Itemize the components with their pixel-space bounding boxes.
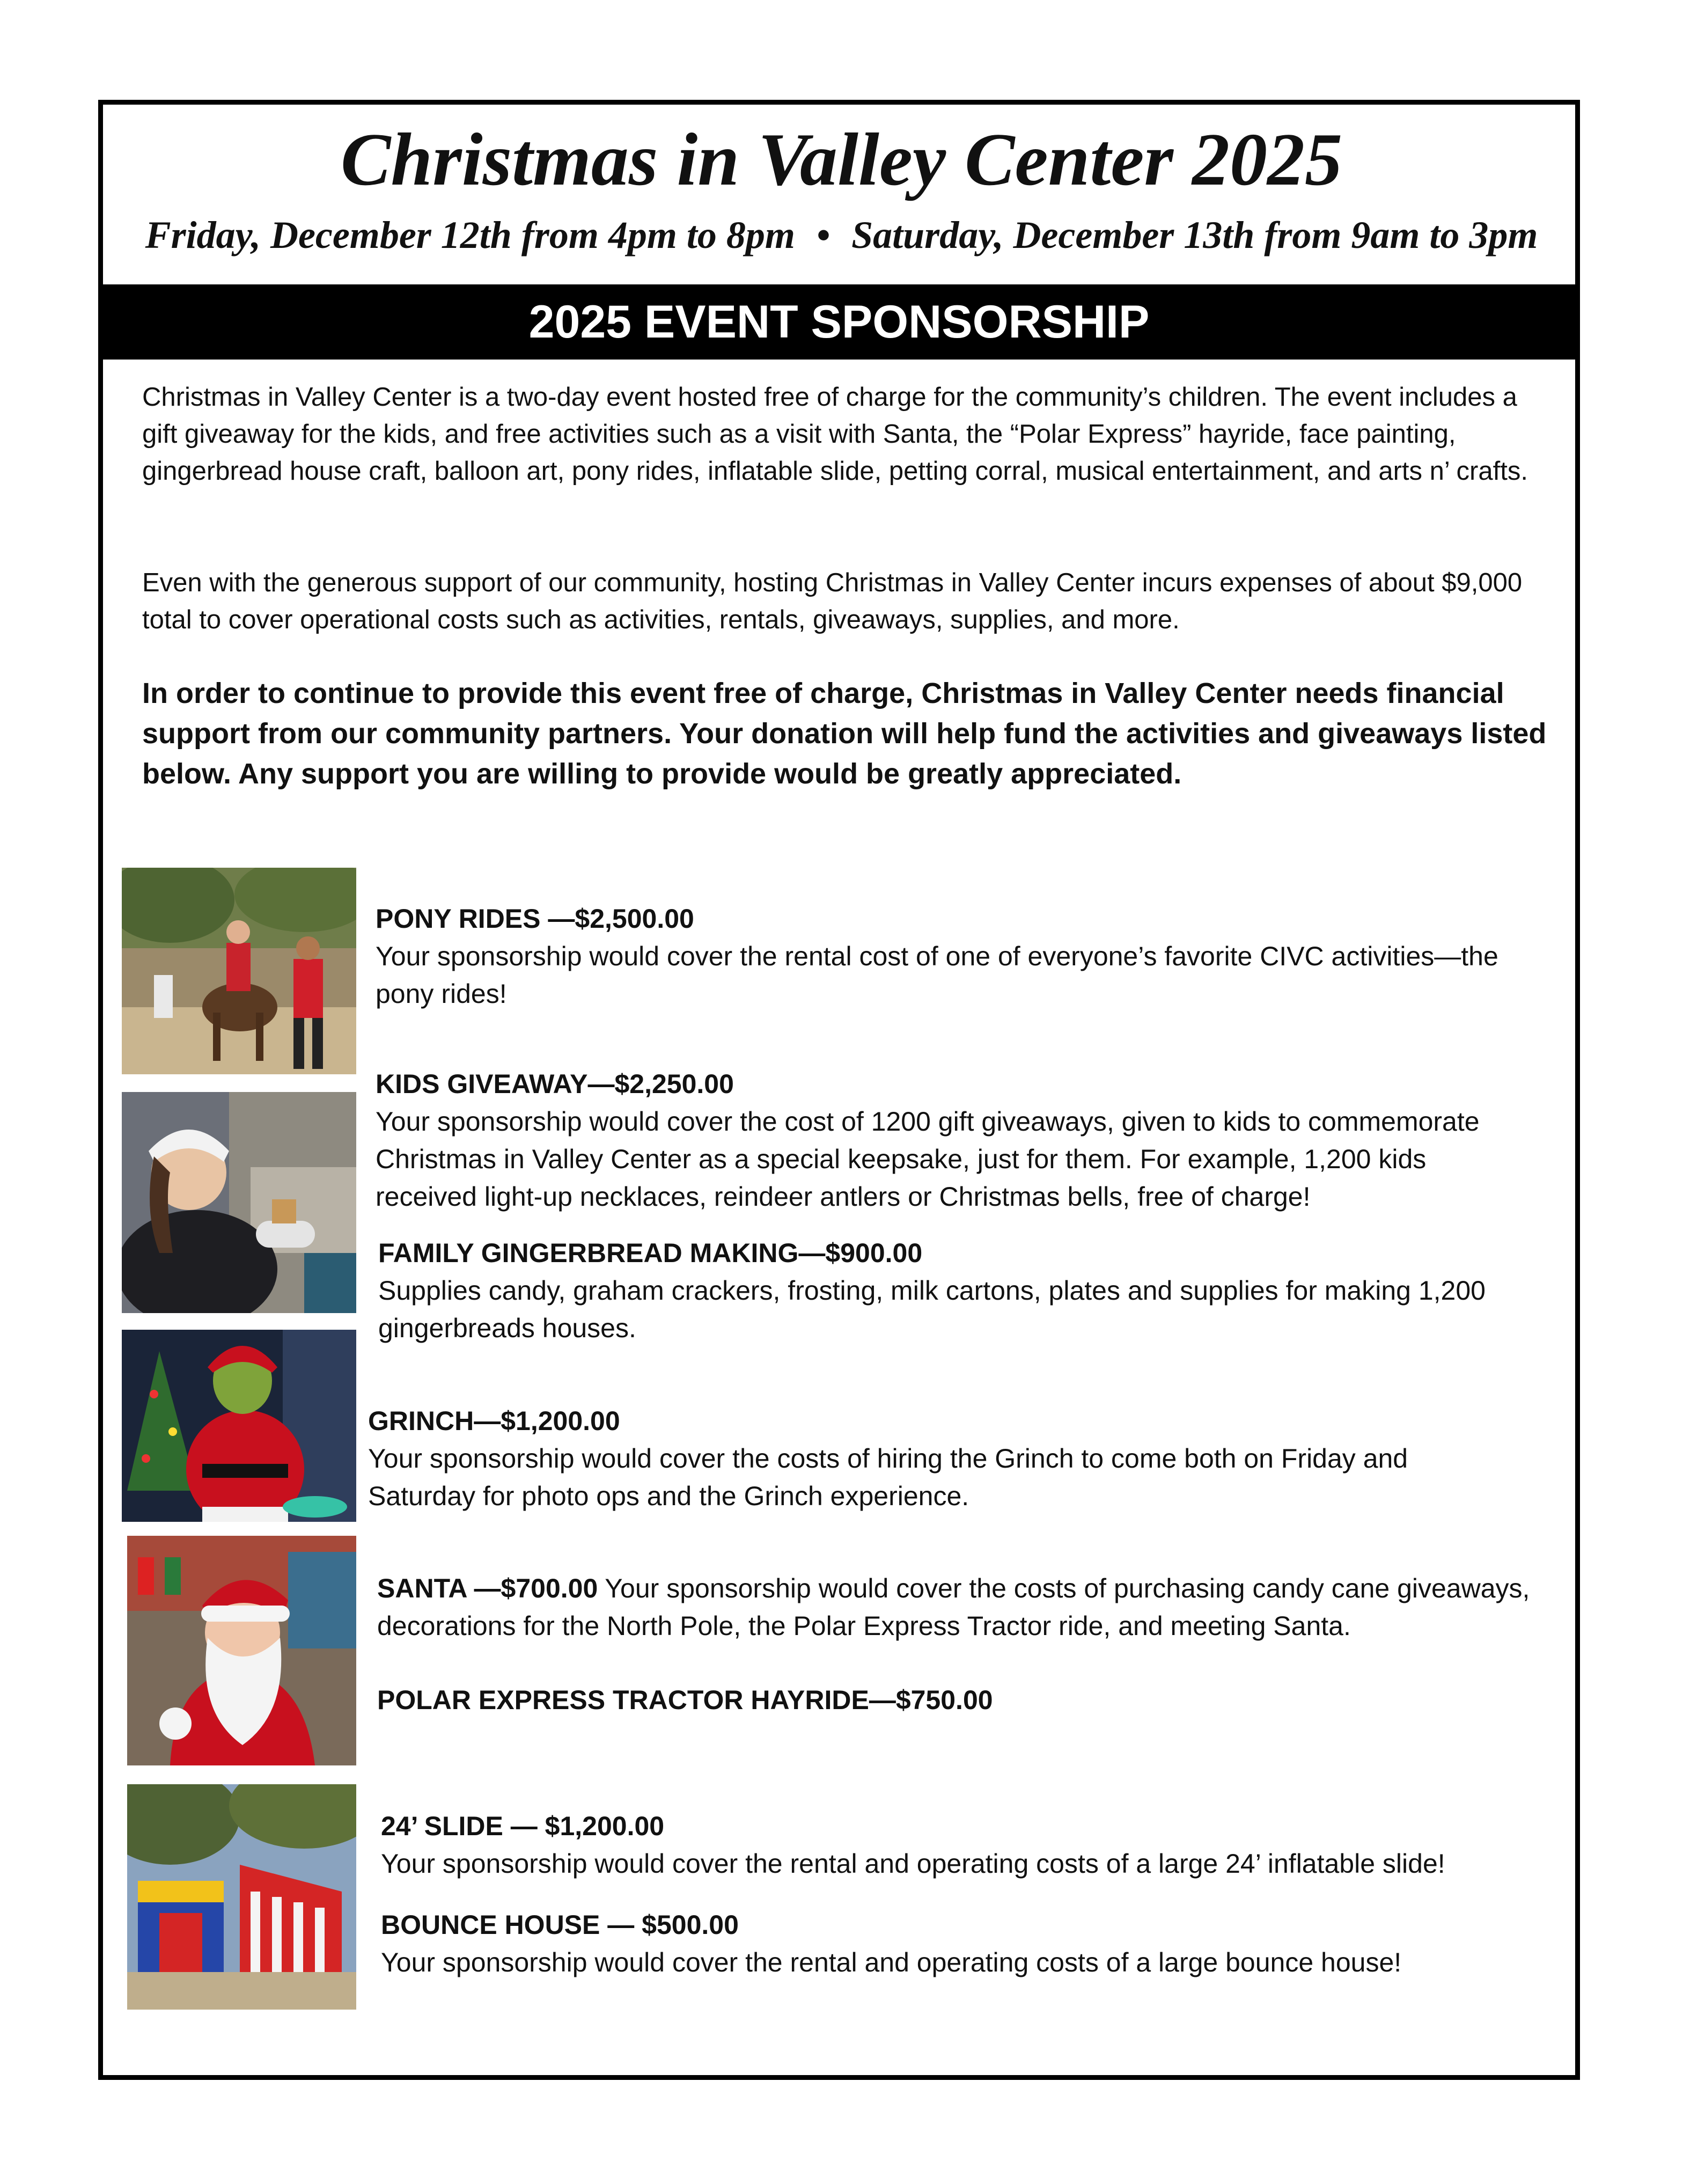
slide-desc: Your sponsorship would cover the rental and operating costs of a large 24’ inflatable slide!: [381, 1849, 1445, 1879]
dates-friday: Friday, December 12th from 4pm to 8pm: [145, 214, 795, 256]
gingerbread-desc: Supplies candy, graham crackers, frosting, milk cartons, plates and supplies for making 1,200 gingerbreads houses.: [378, 1276, 1486, 1343]
santa-title: SANTA —$700.00: [377, 1573, 598, 1603]
event-dates: [0, 211, 1683, 259]
inflatables-photo: [127, 1784, 356, 2010]
sponsor-item-bounce-house: [381, 1906, 1529, 1981]
intro-paragraph: Christmas in Valley Center is a two-day event hosted free of charge for the community’s children. The event includes a gift giveaway for the kids, and free activities such as a visit with Santa, the “Polar Express” hayride, face painting, gingerbread house craft, balloon art, pony rides, inflatable slide, petting corral, musical entertainment, and arts n’ crafts.: [142, 383, 1528, 486]
gingerbread-title: FAMILY GINGERBREAD MAKING—$900.00: [378, 1238, 923, 1268]
sponsor-item-kids-giveaway: [376, 1065, 1524, 1215]
hayride-title: POLAR EXPRESS TRACTOR HAYRIDE—$750.00: [377, 1685, 993, 1715]
pony-rides-photo: [122, 868, 356, 1074]
dates-saturday: Saturday, December 13th from 9am to 3pm: [851, 214, 1538, 256]
dates-separator: •: [816, 214, 831, 256]
sponsor-item-pony-rides: [376, 900, 1524, 1013]
kids-giveaway-desc: Your sponsorship would cover the cost of 1200 gift giveaways, given to kids to commemorate Christmas in Valley Center as a special keepsake, just for them. For example, 1,200 kids received light-up necklaces, reindeer antlers or Christmas bells, free of charge!: [376, 1106, 1480, 1212]
sponsor-item-santa: [377, 1570, 1563, 1645]
santa-photo: [127, 1536, 356, 1765]
bounce-house-desc: Your sponsorship would cover the rental and operating costs of a large bounce house!: [381, 1947, 1402, 1977]
grinch-photo: [122, 1330, 356, 1522]
pony-rides-title: PONY RIDES —$2,500.00: [376, 904, 694, 934]
bounce-house-title: BOUNCE HOUSE — $500.00: [381, 1910, 739, 1940]
costs-paragraph: Even with the generous support of our community, hosting Christmas in Valley Center incurs expenses of about $9,000 total to cover operational costs such as activities, rentals, giveaways, supplies, and more.: [142, 568, 1523, 634]
page-title: Christmas in Valley Center 2025: [341, 118, 1342, 201]
sponsor-item-gingerbread: [378, 1234, 1526, 1347]
grinch-title: GRINCH—$1,200.00: [368, 1406, 620, 1436]
section-banner: 2025 EVENT SPONSORSHIP: [98, 284, 1580, 360]
grinch-desc: Your sponsorship would cover the costs of hiring the Grinch to come both on Friday and Saturday for photo ops and the Grinch experience.: [368, 1443, 1408, 1511]
appeal-paragraph: In order to continue to provide this event free of charge, Christmas in Valley Center needs financial support from our community partners. Your donation will help fund the activities and giveaways listed below. Any support you are willing to provide would be greatly appreciated.: [142, 677, 1547, 790]
santa-desc: Your sponsorship would cover the costs of purchasing candy cane giveaways, decorations for the North Pole, the Polar Express Tractor ride, and meeting Santa.: [377, 1573, 1530, 1641]
sponsor-item-grinch: [368, 1402, 1516, 1515]
sponsor-item-slide: [381, 1807, 1529, 1882]
kids-gingerbread-photo: [122, 1092, 356, 1313]
slide-title: 24’ SLIDE — $1,200.00: [381, 1811, 665, 1841]
kids-giveaway-title: KIDS GIVEAWAY—$2,250.00: [376, 1069, 734, 1099]
sponsor-item-hayride: [377, 1681, 1525, 1719]
pony-rides-desc: Your sponsorship would cover the rental cost of one of everyone’s favorite CIVC activities—the pony rides!: [376, 941, 1498, 1009]
